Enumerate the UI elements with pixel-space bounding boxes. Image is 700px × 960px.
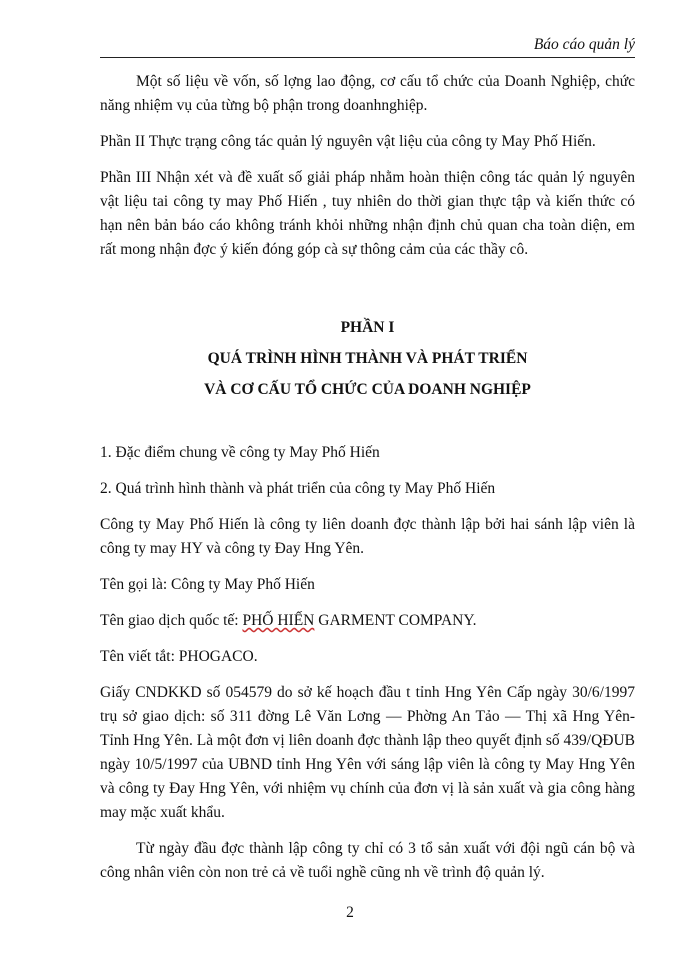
heading-item-2: 2. Quá trình hình thành và phát triển của công ty May Phố Hiến	[100, 480, 496, 497]
international-name-prefix: Tên giao dịch quốc tế:	[100, 612, 243, 629]
heading-item-1: 1. Đặc điểm chung về công ty May Phố Hiến	[100, 444, 380, 461]
section-title-line-1: QUÁ TRÌNH HÌNH THÀNH VÀ PHÁT TRIỂN	[207, 350, 528, 367]
page-header	[100, 36, 635, 58]
page-number: 2	[346, 904, 354, 921]
international-name-en: GARMENT COMPANY.	[314, 612, 477, 629]
abbreviation-line: Tên viết tắt: PHOGACO.	[100, 648, 258, 665]
international-name-vn: PHỐ HIẾN	[242, 612, 315, 629]
international-name-line	[100, 609, 635, 633]
section-part-label: PHẦN I	[340, 319, 395, 336]
registration-paragraph: Giấy CNDKKD số 054579 do sở kế hoạch đầu t tỉnh Hng Yên Cấp ngày 30/6/1997 trụ sở giao dịch: số 311 đờng Lê Văn Lơng — Phờng An Tảo — Thị xã Hng Yên- Tỉnh Hng Yên. Là một đơn vị liên doanh đợc thành lập theo quyết định số 439/QĐUB ngày 10/5/1997 của UBND tỉnh Hng Yên với sáng lập viên là công ty May Hng Yên và công ty Đay Hng Yên, với nhiệm vụ chính của đơn vị là sản xuất và gia công hàng may mặc xuất khẩu.	[100, 684, 635, 821]
company-intro-paragraph: Công ty May Phố Hiến là công ty liên doanh đợc thành lập bởi hai sánh lập viên là công ty may HY và công ty Đay Hng Yên.	[100, 516, 635, 557]
section-heading	[100, 312, 635, 405]
intro-paragraph-1: Một số liệu về vốn, số lợng lao động, cơ cấu tổ chức của Doanh Nghiệp, chức năng nhiệm vụ của từng bộ phận trong doanhnghiệp.	[100, 73, 635, 114]
document-body	[100, 70, 635, 885]
header-title: Báo cáo quản lý	[533, 36, 635, 53]
company-name-line: Tên gọi là: Công ty May Phố Hiến	[100, 576, 315, 593]
section-title-line-2: VÀ CƠ CẤU TỔ CHỨC CỦA DOANH NGHIỆP	[204, 381, 531, 398]
intro-paragraph-3: Phần III Nhận xét và đề xuất số giải pháp nhằm hoàn thiện công tác quản lý nguyên vật liệu tai công ty may Phố Hiến , tuy nhiên do thời gian thực tập và kiến thức có hạn nên bản báo cáo không tránh khỏi những nhận định chủ quan cha toàn diện, em rất mong nhận đợc ý kiến đóng góp cà sự thông cảm của các thầy cô.	[100, 169, 635, 258]
history-paragraph: Từ ngày đầu đợc thành lập công ty chỉ có 3 tổ sản xuất với đội ngũ cán bộ và công nhân viên còn non trẻ cả về tuổi nghề cũng nh về trình độ quản lý.	[100, 840, 635, 881]
intro-paragraph-2: Phần II Thực trạng công tác quản lý nguyên vật liệu của công ty May Phố Hiến.	[100, 133, 596, 150]
